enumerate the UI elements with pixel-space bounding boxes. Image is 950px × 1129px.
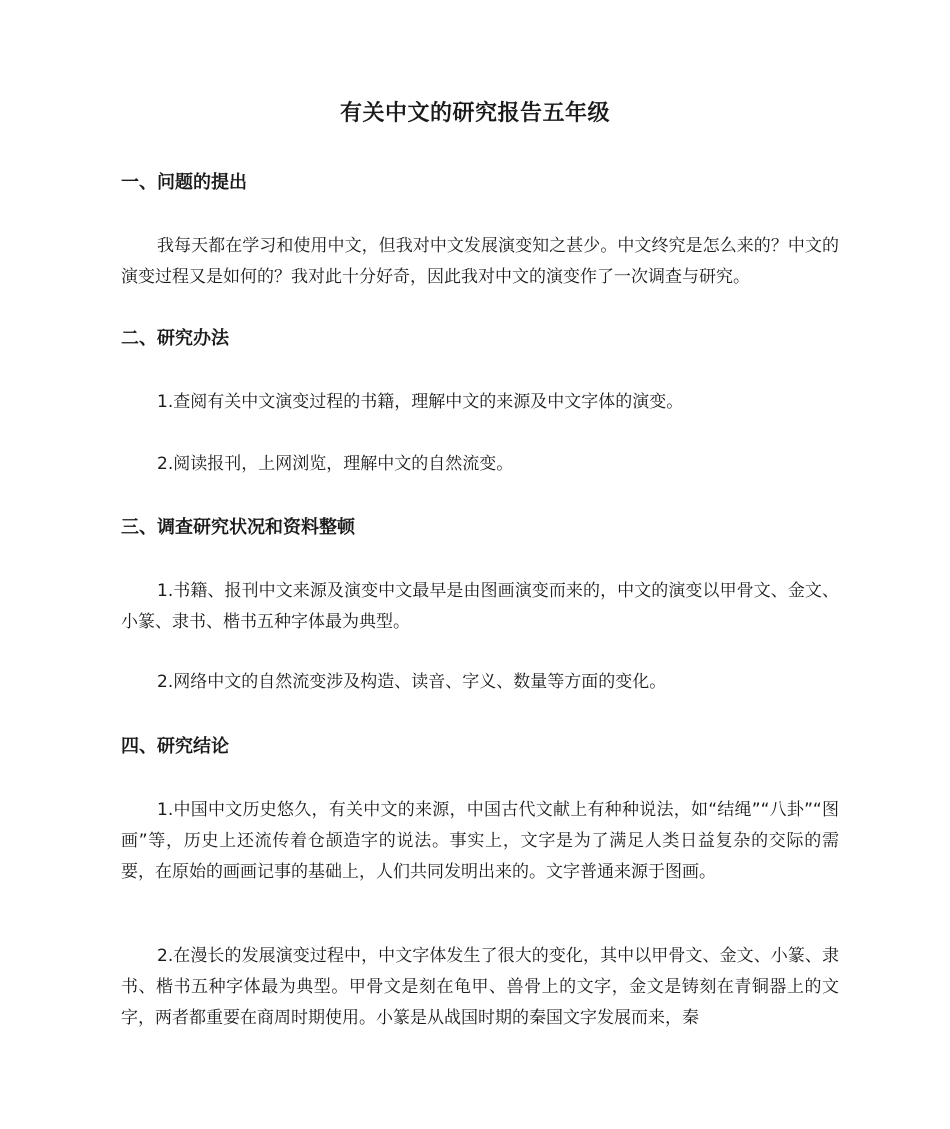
section-heading-problem: 一、问题的提出 [121, 172, 247, 193]
paragraph-conclusion-1: 1.中国中文历史悠久，有关中文的来源，中国古代文献上有种种说法，如“结绳”“八卦”“图画”等，历史上还流传着仓颉造字的说法。事实上，文字是为了满足人类日益复杂的交际的需要，在原始的画画记事的基础上，人们共同发明出来的。文字普通来源于图画。 [121, 800, 839, 882]
document-title: 有关中文的研究报告五年级 [339, 101, 610, 126]
section-heading-conclusion: 四、研究结论 [121, 736, 229, 757]
paragraph-method-1: 1.查阅有关中文演变过程的书籍，理解中文的来源及中文字体的演变。 [157, 392, 684, 412]
paragraph-problem: 我每天都在学习和使用中文，但我对中文发展演变知之甚少。中文终究是怎么来的？中文的演变过程又是如何的？我对此十分好奇，因此我对中文的演变作了一次调查与研究。 [121, 236, 839, 287]
paragraph-conclusion-2: 2.在漫长的发展演变过程中，中文字体发生了很大的变化，其中以甲骨文、金文、小篆、隶书、楷书五种字体最为典型。甲骨文是刻在龟甲、兽骨上的文字，金文是铸刻在青铜器上的文字，两者都重要在商周时期使用。小篆是从战国时期的秦国文字发展而来，秦 [121, 946, 839, 1028]
paragraph-investigation-1: 1.书籍、报刊中文来源及演变中文最早是由图画演变而来的，中文的演变以甲骨文、金文、小篆、隶书、楷书五种字体最为典型。 [121, 581, 839, 632]
section-heading-method: 二、研究办法 [121, 328, 229, 349]
paragraph-investigation-2: 2.网络中文的自然流变涉及构造、读音、字义、数量等方面的变化。 [157, 672, 667, 692]
section-heading-investigation: 三、调查研究状况和资料整顿 [121, 517, 355, 538]
paragraph-method-2: 2.阅读报刊，上网浏览，理解中文的自然流变。 [157, 454, 514, 474]
